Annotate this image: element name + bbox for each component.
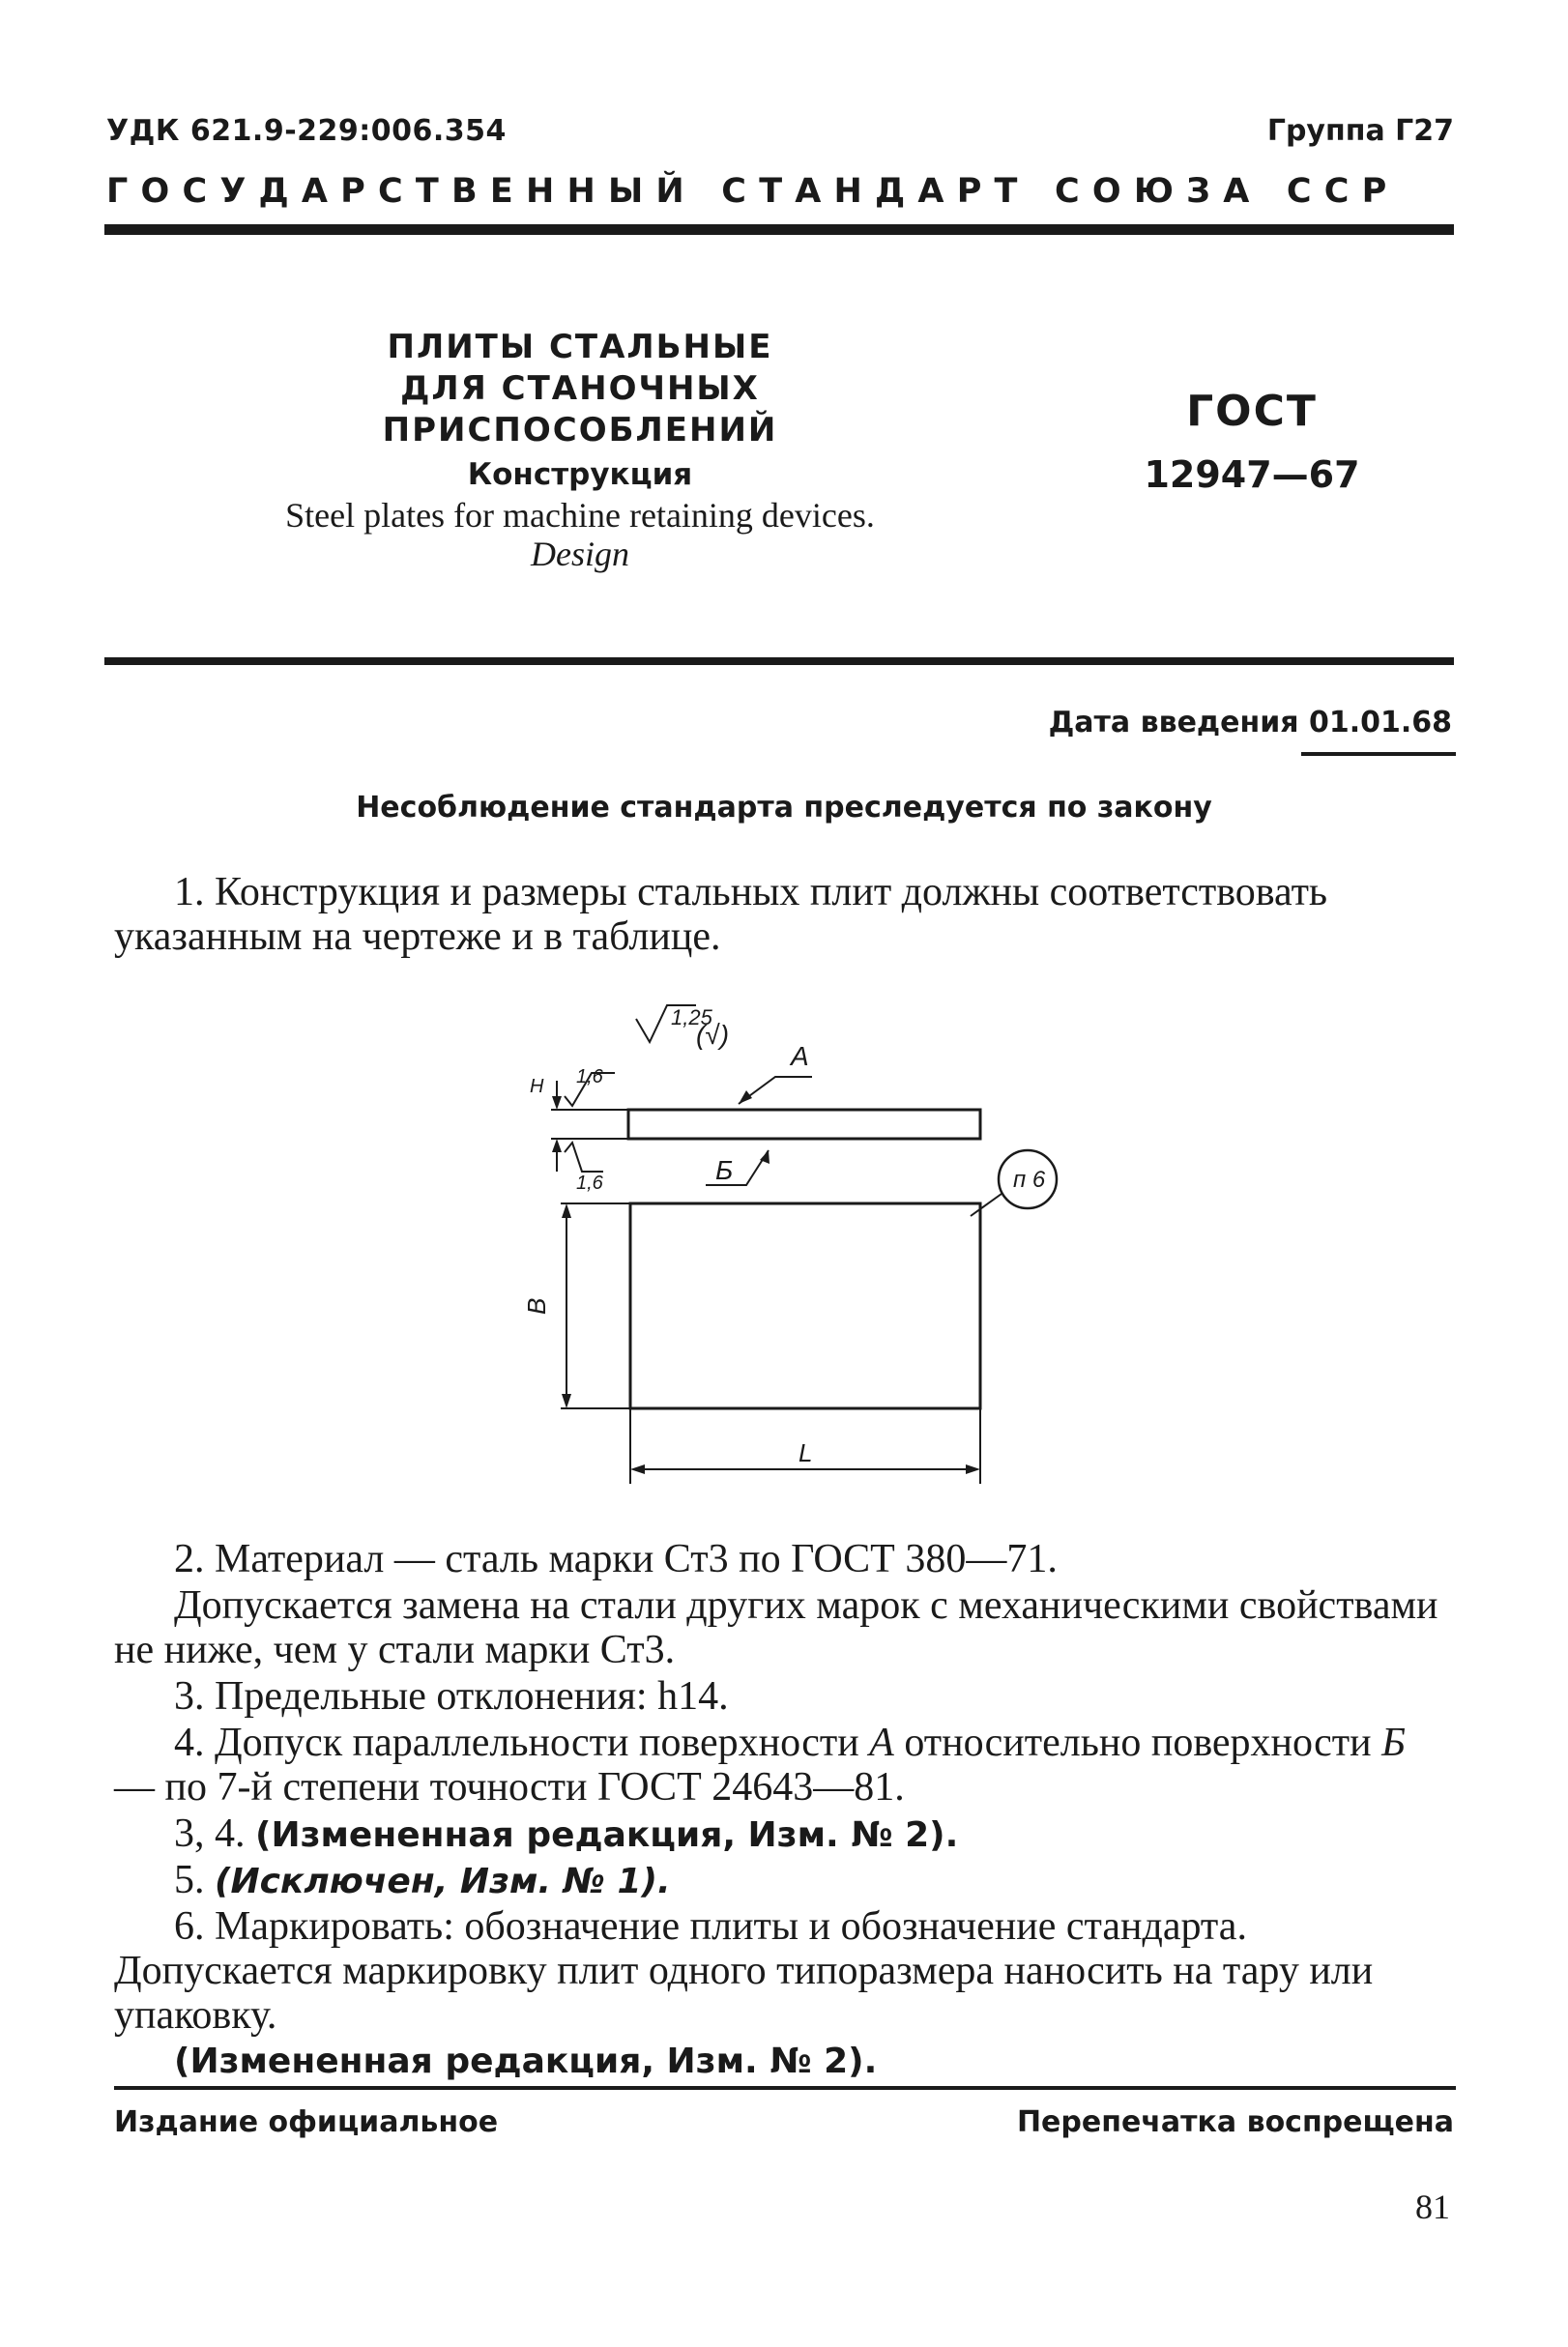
surface-b-label: Б bbox=[715, 1155, 734, 1185]
udk-code: УДК 621.9-229:006.354 bbox=[106, 114, 507, 148]
item-4-middle: относительно поверхности bbox=[893, 1721, 1382, 1765]
footer-rule bbox=[114, 2086, 1456, 2090]
footer-official-edition: Издание официальное bbox=[114, 2105, 499, 2139]
dimension-b-label: В bbox=[522, 1297, 551, 1315]
item-4-surface-a: А bbox=[869, 1721, 894, 1765]
gost-designation bbox=[1141, 387, 1363, 496]
group-code: Группа Г27 bbox=[1266, 114, 1454, 148]
item-4-surface-b: Б bbox=[1381, 1721, 1406, 1765]
chamfer-label: п 6 bbox=[1013, 1167, 1046, 1193]
roughness-main-value: 1,25 bbox=[671, 1005, 712, 1029]
item-5 bbox=[114, 1858, 1456, 1904]
gost-word: ГОСТ bbox=[1186, 387, 1318, 436]
item-6-note bbox=[114, 2042, 1456, 2081]
law-notice: Несоблюдение стандарта преследуется по закону bbox=[356, 791, 1212, 825]
item-4-end: — по 7-й степени точности ГОСТ 24643—81. bbox=[114, 1765, 905, 1810]
item-5-excluded: (Исключен, Изм. № 1). bbox=[215, 1862, 671, 1901]
footer-reprint-prohibited: Перепечатка воспрещена bbox=[1016, 2105, 1454, 2139]
gost-number: 12947—67 bbox=[1144, 453, 1360, 496]
page-number: 81 bbox=[1415, 2188, 1450, 2226]
item-4 bbox=[114, 1721, 1456, 1810]
thickness-label: H bbox=[530, 1076, 544, 1097]
item-2-note: Допускается замена на стали других марок с механическими свойствами не ниже, чем у стали марки Ст3. bbox=[114, 1583, 1438, 1672]
header-rule bbox=[104, 224, 1454, 235]
plate-drawing bbox=[522, 996, 1121, 1498]
item-3-4-amendment: (Измененная редакция, Изм. № 2). bbox=[255, 1815, 959, 1855]
roughness-bottom-value: 1,6 bbox=[576, 1173, 603, 1194]
english-title: Steel plates for machine retaining devices. bbox=[285, 496, 875, 535]
item-4-start: 4. Допуск параллельности поверхности bbox=[174, 1721, 870, 1765]
item-2: 2. Материал — сталь марки Ст3 по ГОСТ 380—71. bbox=[174, 1537, 1058, 1581]
dimension-l-label: L bbox=[799, 1438, 813, 1467]
document-title bbox=[271, 327, 889, 573]
item-3-4-note bbox=[114, 1811, 1456, 1858]
item-1: 1. Конструкция и размеры стальных плит должны соответствовать указанным на чертеже и в таблице. bbox=[114, 870, 1328, 959]
state-standard-heading: ГОСУДАРСТВЕННЫЙ СТАНДАРТ СОЮЗА ССР bbox=[106, 172, 1400, 211]
item-6: 6. Маркировать: обозначение плиты и обозначение стандарта. Допускается маркировку плит одного типоразмера наносить на тару или упаковку. bbox=[114, 1904, 1374, 2038]
surface-a-label: А bbox=[791, 1041, 809, 1071]
plate-side-view bbox=[628, 1110, 980, 1139]
item-3-4-number: 3, 4. bbox=[174, 1811, 255, 1856]
roughness-top-value: 1,6 bbox=[576, 1066, 603, 1087]
date-underline bbox=[1301, 752, 1456, 756]
title-subtitle: Конструкция bbox=[467, 457, 693, 492]
title-line-2: ДЛЯ СТАНОЧНЫХ bbox=[400, 369, 760, 408]
item-3: 3. Предельные отклонения: h14. bbox=[174, 1674, 729, 1719]
title-line-1: ПЛИТЫ СТАЛЬНЫЕ bbox=[387, 328, 773, 366]
item-5-number: 5. bbox=[174, 1858, 215, 1902]
title-line-3: ПРИСПОСОБЛЕНИЙ bbox=[382, 411, 778, 449]
english-subtitle: Design bbox=[531, 535, 629, 573]
item-6-amendment: (Измененная редакция, Изм. № 2). bbox=[174, 2042, 878, 2081]
plate-plan-view bbox=[630, 1203, 980, 1408]
intro-date: Дата введения 01.01.68 bbox=[1048, 706, 1452, 739]
roughness-paren: (√) bbox=[696, 1020, 730, 1050]
title-rule bbox=[104, 657, 1454, 665]
